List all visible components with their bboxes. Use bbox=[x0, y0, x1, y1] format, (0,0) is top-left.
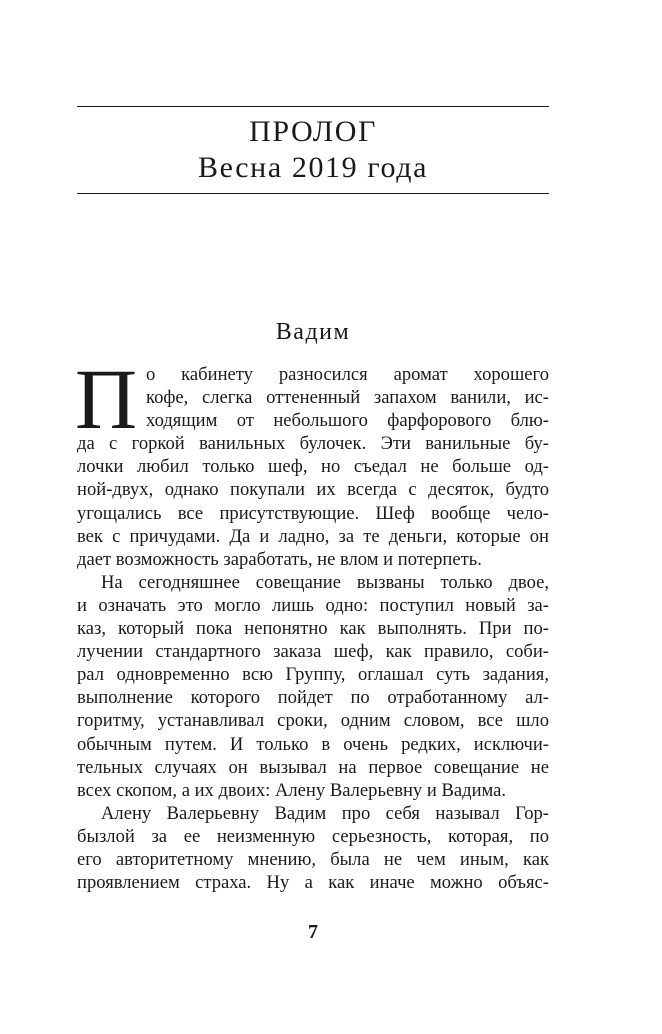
text-line: каз, который пока непонятно как выполнять. При по- bbox=[77, 618, 549, 640]
text-line: рал одновременно всю Группу, оглашал суть задания, bbox=[77, 664, 549, 686]
text-line: выполнение которого пойдет по отработанному ал- bbox=[77, 687, 549, 709]
text-line: обычным путем. И только в очень редких, исключи- bbox=[77, 733, 549, 755]
text-line: ной-двух, однако покупали их всегда с десяток, будто bbox=[77, 479, 549, 501]
text-line: кофе, слегка оттененный запахом ванили, ис- bbox=[146, 387, 549, 409]
text-line: горитму, устанавливал сроки, одним словом, все шло bbox=[77, 710, 549, 732]
body-text bbox=[75, 351, 549, 894]
text-line: проявлением страха. Ну а как иначе можно объяс- bbox=[77, 872, 549, 894]
chapter-title: ПРОЛОГ bbox=[249, 115, 377, 148]
text-line: тельных случаях он вызывал на первое совещание не bbox=[77, 756, 549, 778]
text-line: бызлой за ее неизменную серьезность, которая, по bbox=[77, 825, 549, 847]
text-line: лучении стандартного заказа шеф, как правило, соби- bbox=[77, 641, 549, 663]
text-line: его авторитетному мнению, была не чем иным, как bbox=[77, 848, 549, 870]
text-line: ходящим от небольшого фарфорового блю- bbox=[146, 410, 549, 432]
text-line: век с причудами. Да и ладно, за те деньги, которые он bbox=[77, 525, 549, 547]
header-top-rule bbox=[77, 106, 549, 107]
chapter-subtitle: Весна 2019 года bbox=[197, 151, 429, 184]
drop-cap: П bbox=[75, 351, 138, 447]
text-line: На сегодняшнее совещание вызваны только двое, bbox=[101, 571, 549, 593]
text-line: всех скопом, а их двоих: Алену Валерьевну и Вадима. bbox=[77, 779, 507, 801]
text-line: угощались все присутствующие. Шеф вообще чело- bbox=[77, 502, 549, 524]
text-line: да с горкой ванильных булочек. Эти ванильные бу- bbox=[77, 433, 549, 455]
page-number: 7 bbox=[308, 921, 318, 943]
section-title: Вадим bbox=[275, 319, 351, 345]
text-line: о кабинету разносился аромат хорошего bbox=[146, 364, 549, 385]
text-line: дает возможность заработать, не влом и потерпеть. bbox=[77, 548, 482, 570]
text-line: и означать это могло лишь одно: поступил новый за- bbox=[77, 594, 549, 616]
text-line: Алену Валерьевну Вадим про себя называл Гор- bbox=[101, 802, 549, 824]
text-line: лочки любил только шеф, но съедал не больше од- bbox=[77, 456, 549, 478]
chapter-header bbox=[77, 114, 549, 186]
header-bottom-rule bbox=[77, 193, 549, 194]
